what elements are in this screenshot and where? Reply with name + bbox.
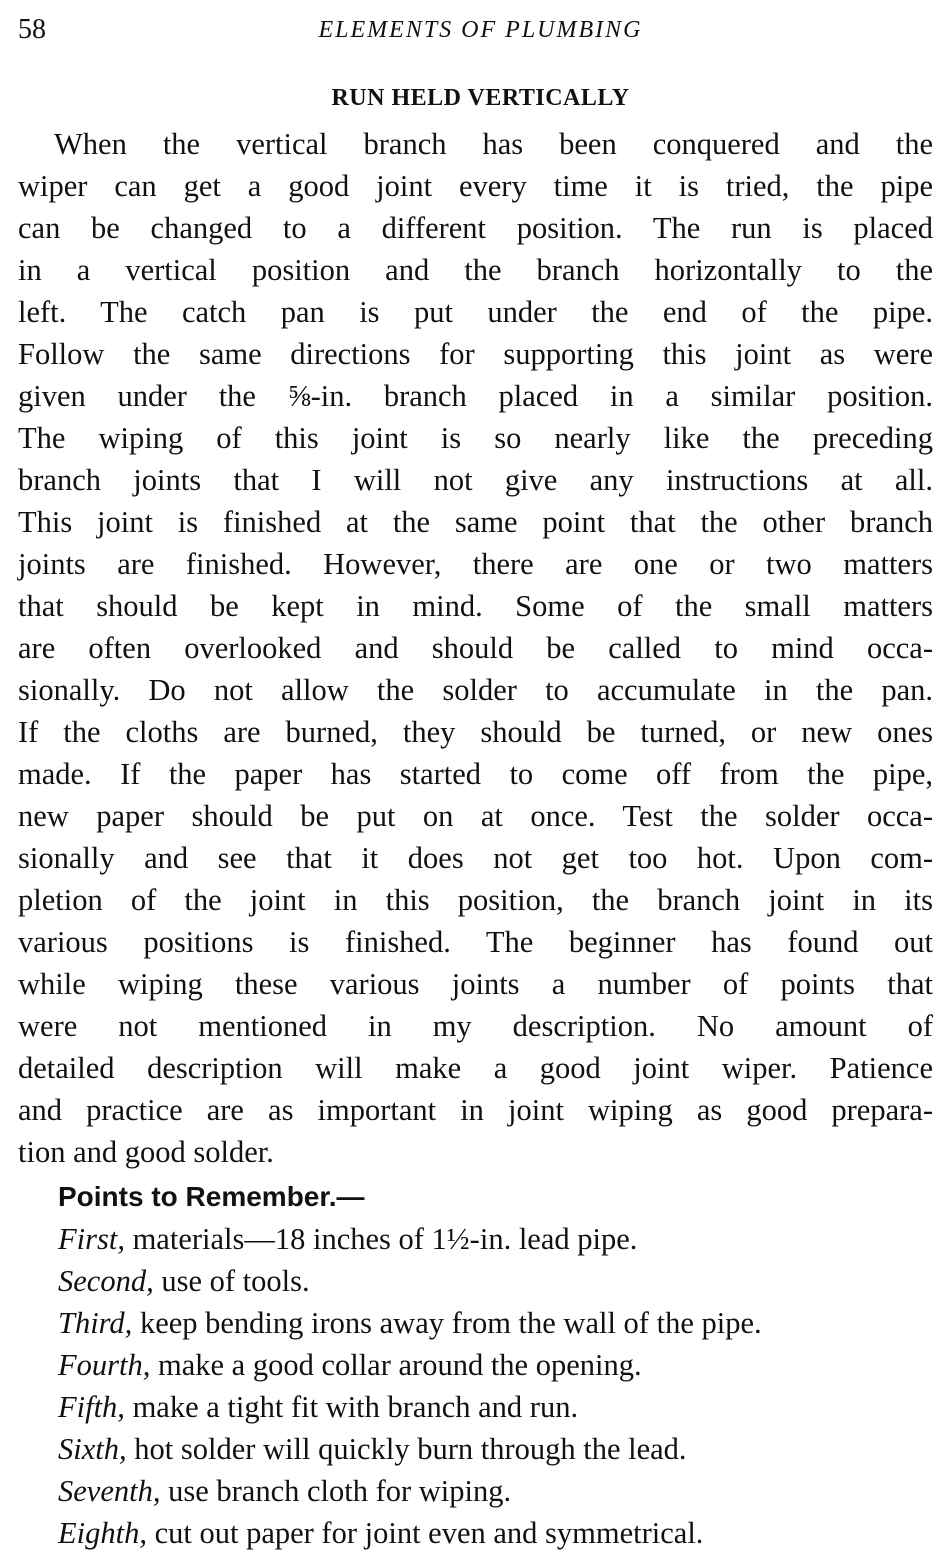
- list-item: [58, 1386, 938, 1428]
- page-number: 58: [18, 14, 46, 45]
- point-ordinal: Fifth,: [58, 1390, 125, 1424]
- list-item: [58, 1470, 938, 1512]
- paragraph-line: tion and good solder.: [18, 1135, 274, 1169]
- paragraph-line: and practice are as important in joint wiping as good prepara-: [18, 1093, 933, 1127]
- point-ordinal: Third,: [58, 1306, 133, 1340]
- paragraph-line: that should be kept in mind. Some of the small matters: [18, 589, 933, 623]
- paragraph-line: This joint is finished at the same point that the other branch: [18, 505, 933, 539]
- point-text: materials—18 inches of 1½-in. lead pipe.: [124, 1222, 638, 1256]
- book-title: ELEMENTS OF PLUMBING: [318, 17, 643, 43]
- paragraph-line: left. The catch pan is put under the end of the pipe.: [18, 295, 933, 329]
- paragraph-line: given under the ⅝-in. branch placed in a similar position.: [18, 379, 933, 413]
- paragraph-line: Follow the same directions for supporting this joint as were: [18, 337, 933, 371]
- point-ordinal: First,: [58, 1222, 125, 1256]
- list-item: [58, 1512, 938, 1554]
- point-text: cut out paper for joint even and symmetrical.: [146, 1516, 704, 1550]
- list-item: [58, 1218, 938, 1260]
- point-text: make a good collar around the opening.: [150, 1348, 642, 1382]
- points-to-remember-heading: Points to Remember.—: [58, 1181, 365, 1212]
- paragraph-line: The wiping of this joint is so nearly like the preceding: [18, 421, 933, 455]
- paragraph-line: If the cloths are burned, they should be turned, or new ones: [18, 715, 933, 749]
- point-ordinal: Eighth,: [58, 1516, 147, 1550]
- point-text: use branch cloth for wiping.: [160, 1474, 512, 1508]
- paragraph-line: while wiping these various joints a number of points that: [18, 967, 933, 1001]
- paragraph-line: wiper can get a good joint every time it is tried, the pipe: [18, 169, 933, 203]
- point-text: use of tools.: [153, 1264, 310, 1298]
- paragraph-line: branch joints that I will not give any instructions at all.: [18, 463, 933, 497]
- paragraph-line: were not mentioned in my description. No amount of: [18, 1009, 933, 1043]
- paragraph-line: When the vertical branch has been conquered and the: [54, 127, 933, 161]
- list-item: [58, 1428, 938, 1470]
- paragraph-line: detailed description will make a good joint wiper. Patience: [18, 1051, 933, 1085]
- paragraph-line: various positions is finished. The beginner has found out: [18, 925, 933, 959]
- paragraph-line: are often overlooked and should be called to mind occa-: [18, 631, 933, 665]
- paragraph-line: joints are finished. However, there are one or two matters: [18, 547, 933, 581]
- list-item: [58, 1260, 938, 1302]
- section-heading: RUN HELD VERTICALLY: [331, 85, 630, 111]
- paragraph-line: in a vertical position and the branch horizontally to the: [18, 253, 933, 287]
- list-item: [58, 1344, 938, 1386]
- points-list: [58, 1218, 938, 1554]
- point-ordinal: Second,: [58, 1264, 154, 1298]
- paragraph-line: new paper should be put on at once. Test the solder occa-: [18, 799, 933, 833]
- point-ordinal: Sixth,: [58, 1432, 127, 1466]
- point-text: hot solder will quickly burn through the lead.: [126, 1432, 687, 1466]
- paragraph-line: can be changed to a different position. The run is placed: [18, 211, 933, 245]
- paragraph-line: sionally. Do not allow the solder to accumulate in the pan.: [18, 673, 933, 707]
- paragraph-line: pletion of the joint in this position, the branch joint in its: [18, 883, 933, 917]
- paragraph-line: made. If the paper has started to come off from the pipe,: [18, 757, 933, 791]
- point-ordinal: Seventh,: [58, 1474, 161, 1508]
- point-text: keep bending irons away from the wall of the pipe.: [132, 1306, 762, 1340]
- body-paragraph: [18, 123, 933, 1173]
- running-head: [18, 12, 933, 48]
- list-item: [58, 1302, 938, 1344]
- point-ordinal: Fourth,: [58, 1348, 151, 1382]
- point-text: make a tight fit with branch and run.: [124, 1390, 579, 1424]
- paragraph-line: sionally and see that it does not get too hot. Upon com-: [18, 841, 933, 875]
